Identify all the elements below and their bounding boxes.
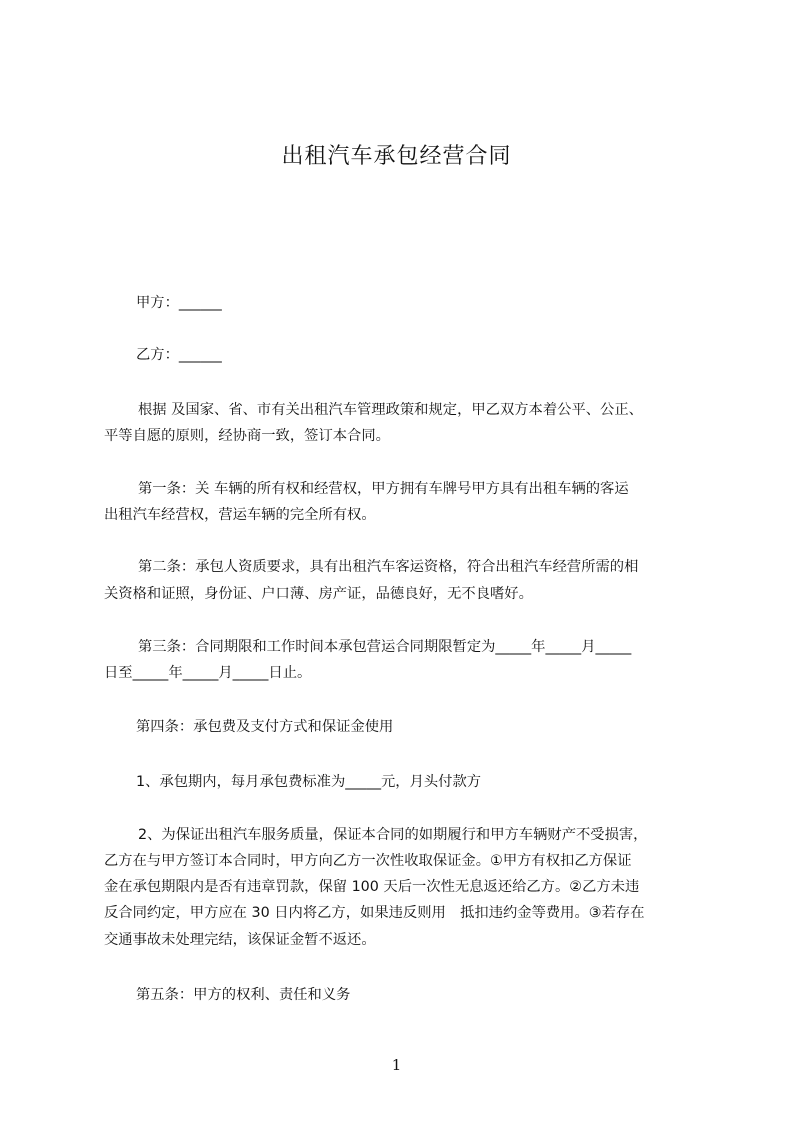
- article-5-heading: 第五条：甲方的权利、责任和义务: [136, 987, 351, 1003]
- article-4-item-2-line-4: 反合同约定，甲方应在 30 日内将乙方，如果违反则用 抵扣违约金等费用。③若存在: [104, 905, 645, 921]
- article-2-line-2: 关资格和证照，身份证、户口薄、房产证，品德良好，无不良嗜好。: [104, 586, 533, 602]
- preamble-line-2: 平等自愿的原则，经协商一致，签订本合同。: [104, 428, 390, 444]
- preamble-line-1: 根据 及国家、省、市有关出租汽车管理政策和规定，甲乙双方本着公平、公正、: [138, 402, 643, 418]
- article-4-item-2-line-5: 交通事故未处理完结，该保证金暂不返还。: [104, 932, 376, 948]
- party-b-line: 乙方：______: [136, 347, 222, 363]
- article-4-item-2-line-3: 金在承包期限内是否有违章罚款，保留 100 天后一次性无息返还给乙方。②乙方未违: [104, 879, 640, 895]
- article-4-item-2-line-1: 2、为保证出租汽车服务质量，保证本合同的如期履行和甲方车辆财产不受损害，: [138, 827, 648, 843]
- article-1-line-2: 出租汽车经营权，营运车辆的完全所有权。: [104, 507, 376, 523]
- article-4-item-1: 1、承包期内，每月承包费标准为_____元，月头付款方: [136, 774, 482, 790]
- article-1-line-1: 第一条：关 车辆的所有权和经营权，甲方拥有车牌号甲方具有出租车辆的客运: [138, 481, 629, 497]
- document-title: 出租汽车承包经营合同: [281, 144, 512, 169]
- article-4-item-2-line-2: 乙方在与甲方签订本合同时，甲方向乙方一次性收取保证金。①甲方有权扣乙方保证: [104, 853, 632, 869]
- article-3-line-2: 日至_____年_____月_____日止。: [104, 665, 312, 681]
- article-3-line-1: 第三条：合同期限和工作时间本承包营运合同期限暂定为_____年_____月_____: [138, 639, 632, 655]
- article-4-heading: 第四条：承包费及支付方式和保证金使用: [136, 719, 394, 735]
- article-2-line-1: 第二条：承包人资质要求，具有出租汽车客运资格，符合出租汽车经营所需的相: [138, 559, 639, 575]
- page-number: 1: [391, 1056, 402, 1074]
- party-a-line: 甲方：______: [136, 295, 222, 311]
